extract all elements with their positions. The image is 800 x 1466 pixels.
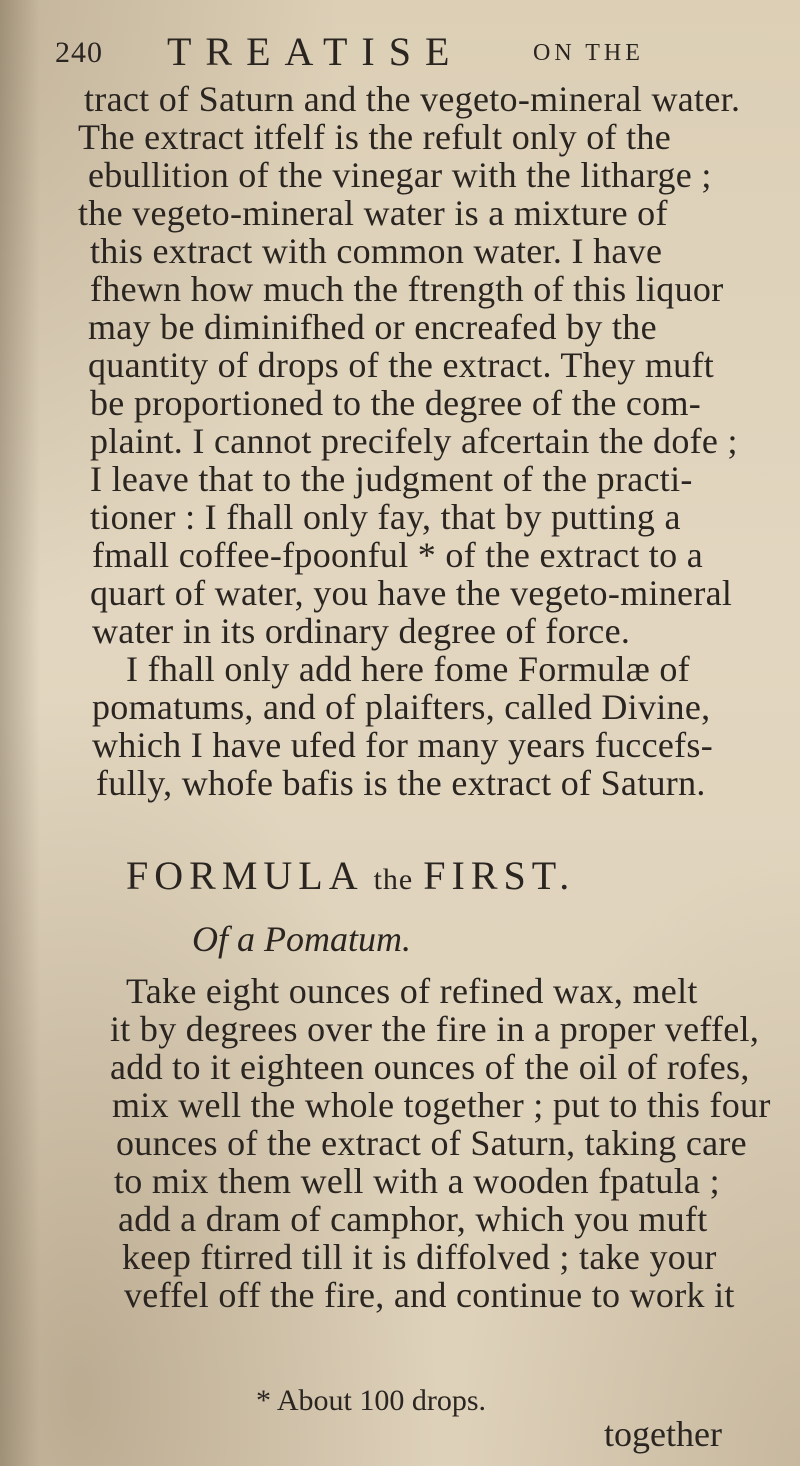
running-subtitle: ON THE [533,40,644,66]
text-line: which I have ufed for many years fuccefs- [92,725,714,765]
text-line: tioner : I fhall only fay, that by putting a [90,497,681,537]
formula-paragraph [74,972,774,1314]
text-line: mix well the whole together ; put to this four [112,1085,771,1125]
text-line: I fhall only add here fome Formulæ of [126,649,690,689]
footnote: * About 100 drops. [256,1384,487,1417]
text-line: ounces of the extract of Saturn, taking care [116,1123,747,1163]
text-line: I leave that to the judgment of the practi- [90,459,693,499]
text-line: it by degrees over the fire in a proper veffel, [110,1009,760,1049]
page-number: 240 [55,36,103,69]
text-line: fully, whofe bafis is the extract of Saturn. [96,763,706,803]
text-line: water in its ordinary degree of force. [92,611,631,651]
text-line: add to it eighteen ounces of the oil of rofes, [110,1047,750,1087]
heading-word-first: FIRST. [423,853,576,898]
text-line: tract of Saturn and the vegeto-mineral water. [84,79,741,119]
text-line: ebullition of the vinegar with the litharge ; [88,155,712,195]
text-line: keep ftirred till it is diffolved ; take your [122,1237,717,1277]
text-line: fmall coffee-fpoonful * of the extract to a [92,535,703,575]
running-head [55,26,755,76]
text-line: this extract with common water. I have [90,231,663,271]
heading-word-the: the [373,863,414,896]
page-gutter-shadow [0,0,40,1466]
text-line: the vegeto-mineral water is a mixture of [78,193,668,233]
text-line: to mix them well with a wooden fpatula ; [114,1161,720,1201]
text-line: fhewn how much the ftrength of this liquor [90,269,724,309]
text-line: The extract itfelf is the refult only of the [78,117,671,157]
text-line: quantity of drops of the extract. They muft [88,345,715,385]
formula-subheading: Of a Pomatum. [192,919,411,959]
formula-heading [126,852,575,899]
text-line: may be diminifhed or encreafed by the [88,307,657,347]
heading-word-formula: FORMULA [126,853,364,898]
text-line: be proportioned to the degree of the com- [90,383,702,423]
text-line: pomatums, and of plaifters, called Divine, [92,687,711,727]
main-paragraph [78,80,768,802]
catchword: together [604,1414,722,1454]
text-line: add a dram of camphor, which you muft [118,1199,708,1239]
text-line: plaint. I cannot precifely afcertain the dofe ; [90,421,738,461]
text-line: Take eight ounces of refined wax, melt [126,971,698,1011]
text-line: veffel off the fire, and continue to work it [124,1275,735,1315]
text-line: quart of water, you have the vegeto-mineral [90,573,733,613]
running-title: TREATISE [167,29,464,74]
